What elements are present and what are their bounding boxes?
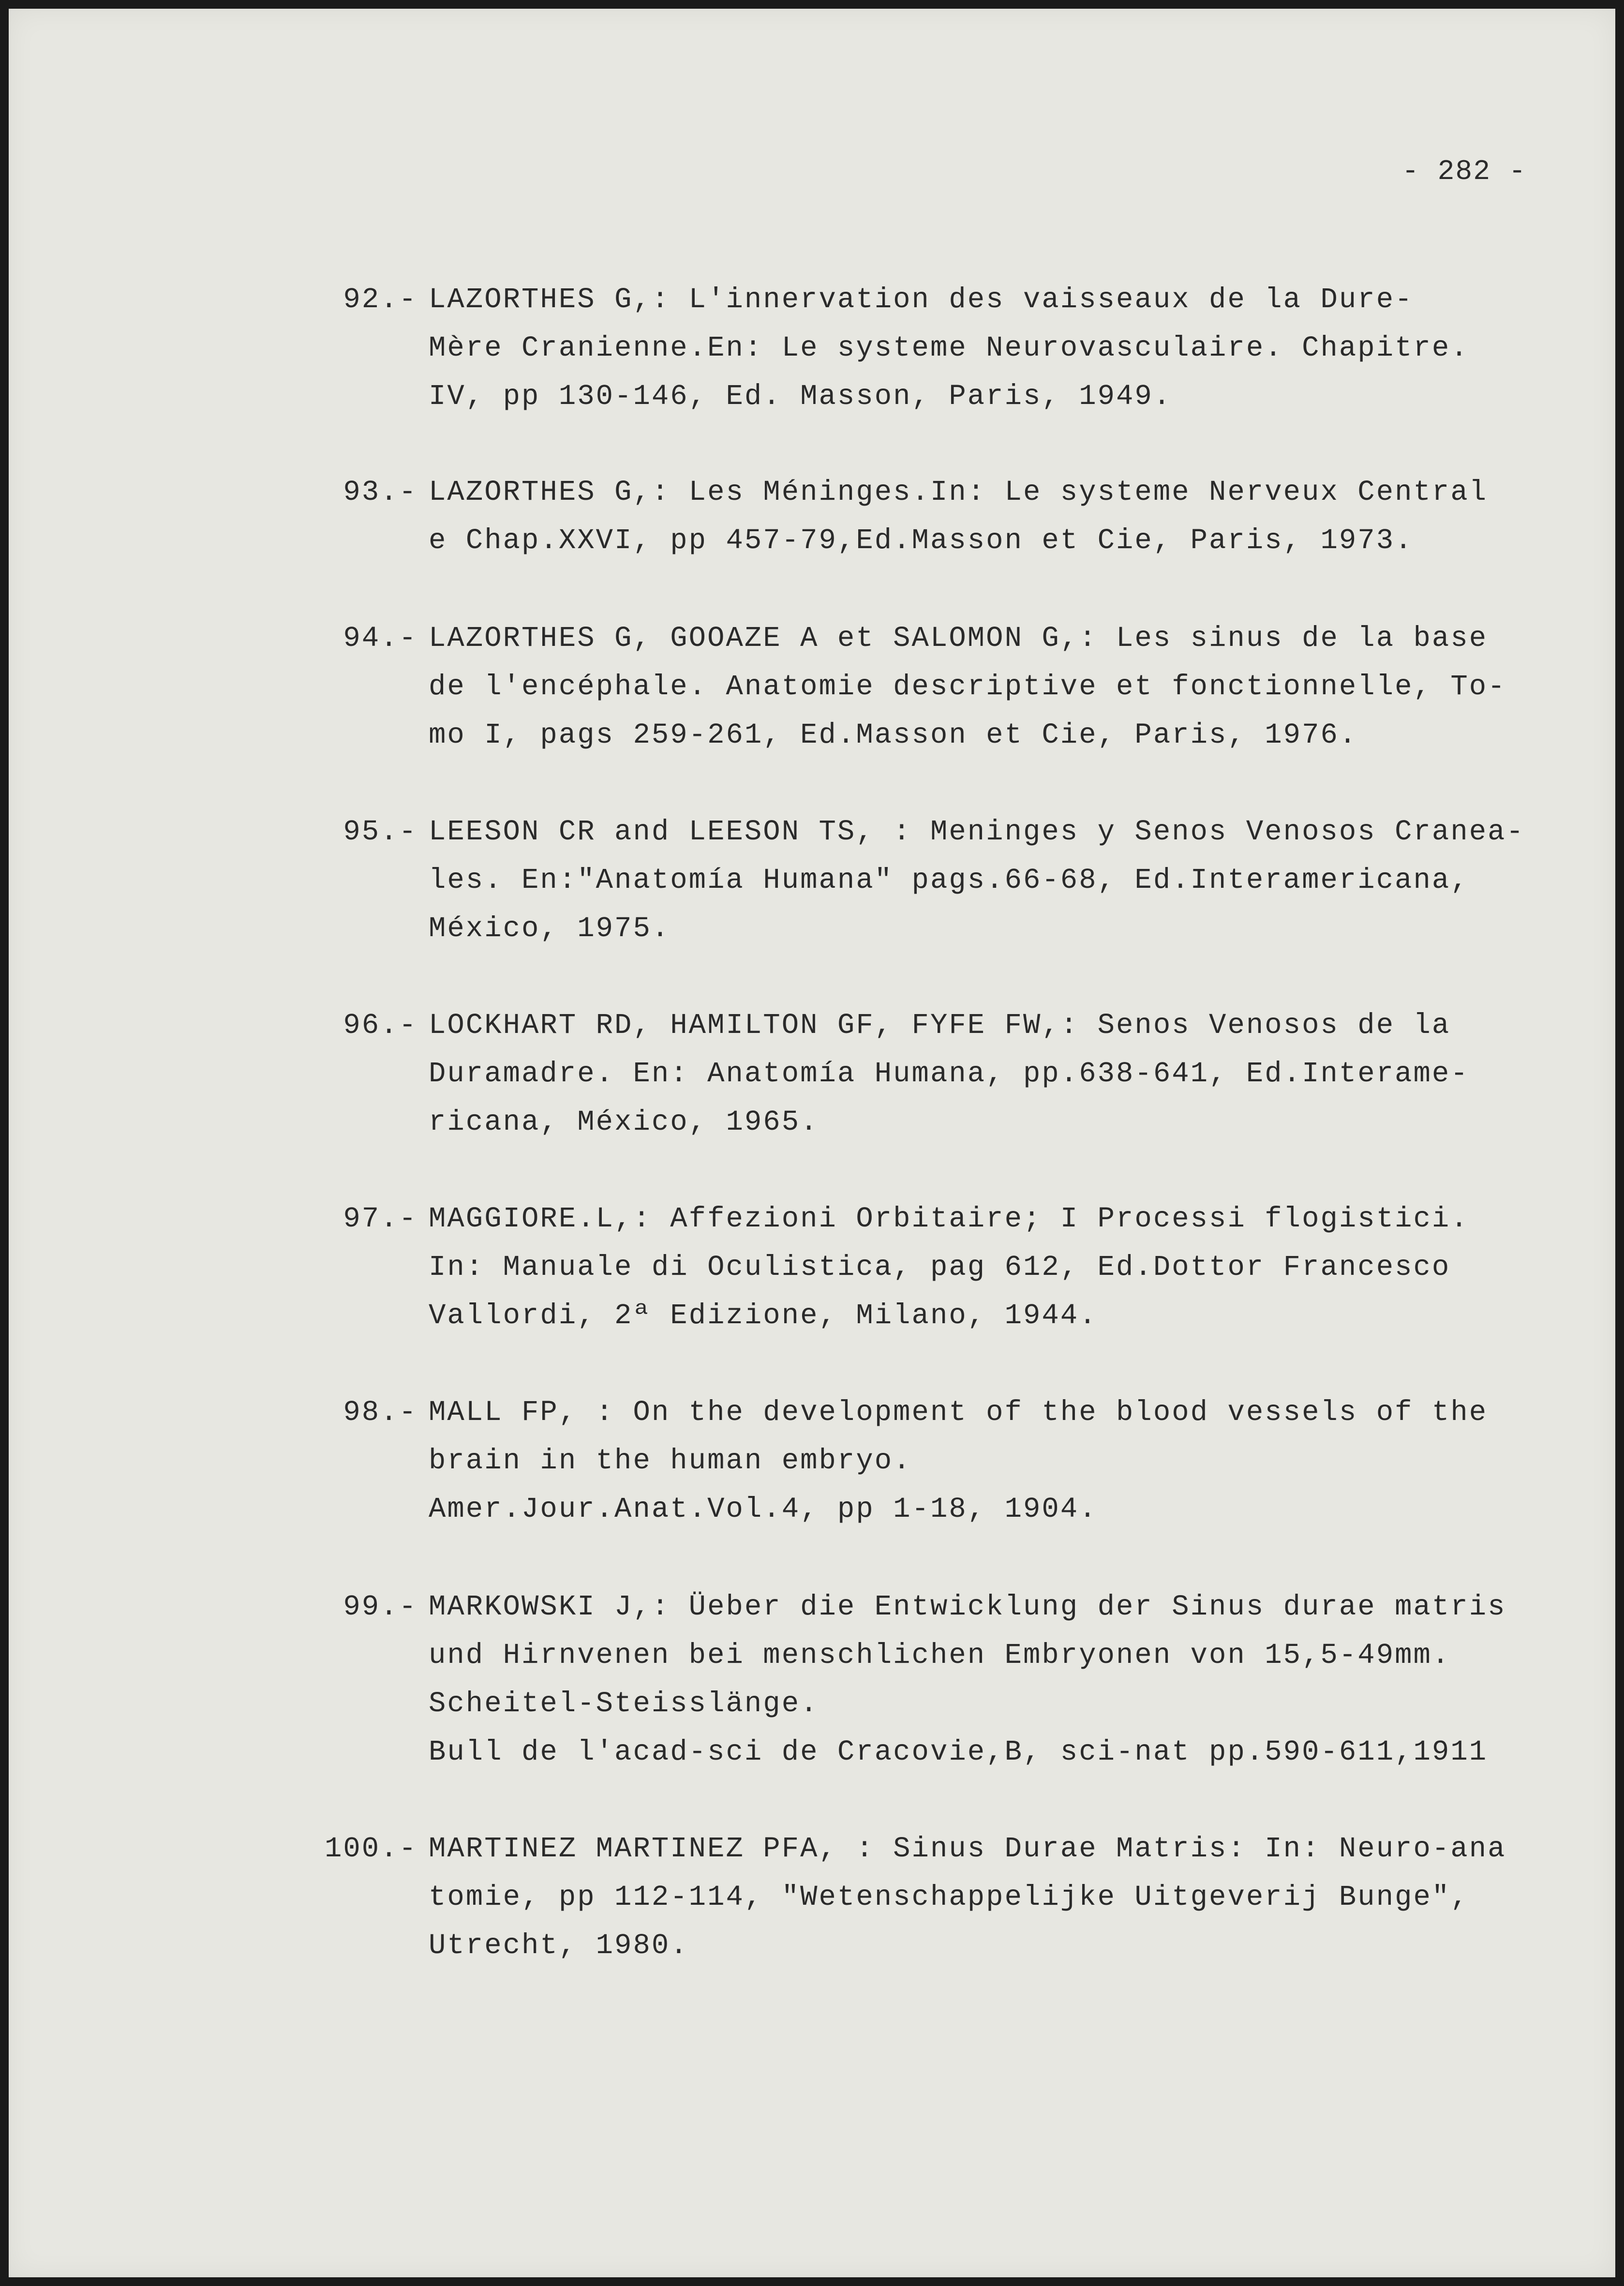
reference-line: LAZORTHES G,: L'innervation des vaisseaux de la Dure- [429, 284, 1414, 316]
document-page [9, 9, 1615, 2277]
reference-line: ricana, México, 1965. [429, 1106, 819, 1138]
reference-line: MAGGIORE.L,: Affezioni Orbitaire; I Processi flogistici. [429, 1203, 1469, 1235]
reference-line: Amer.Jour.Anat.Vol.4, pp 1-18, 1904. [429, 1493, 1098, 1525]
reference-line: Bull de l'acad-sci de Cracovie,B, sci-nat pp.590-611,1911 [429, 1736, 1488, 1768]
reference-line: brain in the human embryo. [429, 1445, 912, 1477]
reference-line: LAZORTHES G, GOOAZE A et SALOMON G,: Les sinus de la base [429, 622, 1488, 655]
reference-line: LOCKHART RD, HAMILTON GF, FYFE FW,: Senos Venosos de la [429, 1009, 1451, 1042]
reference-number: 98.- [343, 1396, 417, 1429]
reference-entry-100 [9, 1825, 1615, 1970]
reference-number: 100.- [324, 1833, 417, 1865]
reference-entry-99 [9, 1583, 1615, 1777]
reference-line: de l'encéphale. Anatomie descriptive et fonctionnelle, To- [429, 671, 1506, 703]
reference-number: 96.- [343, 1009, 417, 1042]
reference-entry-97 [9, 1195, 1615, 1340]
reference-entry-93 [9, 468, 1615, 565]
reference-line: MARKOWSKI J,: Üeber die Entwicklung der Sinus durae matris [429, 1591, 1506, 1623]
reference-line: IV, pp 130-146, Ed. Masson, Paris, 1949. [429, 380, 1172, 413]
reference-line: tomie, pp 112-114, "Wetenschappelijke Uitgeverij Bunge", [429, 1881, 1469, 1913]
reference-entry-96 [9, 1001, 1615, 1147]
reference-number: 99.- [343, 1591, 417, 1623]
reference-line: les. En:"Anatomía Humana" pags.66-68, Ed.Interamericana, [429, 864, 1469, 896]
reference-line: Scheitel-Steisslänge. [429, 1688, 819, 1720]
reference-line: LEESON CR and LEESON TS, : Meninges y Senos Venosos Cranea- [429, 816, 1525, 848]
reference-number: 97.- [343, 1203, 417, 1235]
reference-number: 95.- [343, 816, 417, 848]
reference-line: MALL FP, : On the development of the blood vessels of the [429, 1396, 1488, 1429]
reference-line: und Hirnvenen bei menschlichen Embryonen von 15,5-49mm. [429, 1639, 1451, 1672]
reference-line: Duramadre. En: Anatomía Humana, pp.638-641, Ed.Interame- [429, 1058, 1469, 1090]
reference-line: In: Manuale di Oculistica, pag 612, Ed.Dottor Francesco [429, 1251, 1451, 1284]
page-number: - 282 - [1402, 156, 1527, 188]
reference-number: 92.- [343, 284, 417, 316]
reference-number: 93.- [343, 476, 417, 508]
reference-entry-92 [9, 276, 1615, 421]
reference-line: LAZORTHES G,: Les Méninges.In: Le systeme Nerveux Central [429, 476, 1488, 508]
reference-entry-95 [9, 808, 1615, 953]
reference-number: 94.- [343, 622, 417, 655]
reference-line: Mère Cranienne.En: Le systeme Neurovasculaire. Chapitre. [429, 332, 1469, 364]
reference-entry-94 [9, 614, 1615, 760]
reference-line: mo I, pags 259-261, Ed.Masson et Cie, Paris, 1976. [429, 719, 1358, 751]
reference-line: e Chap.XXVI, pp 457-79,Ed.Masson et Cie, Paris, 1973. [429, 524, 1414, 557]
reference-entry-98 [9, 1389, 1615, 1534]
reference-line: MARTINEZ MARTINEZ PFA, : Sinus Durae Matris: In: Neuro-ana [429, 1833, 1506, 1865]
reference-line: México, 1975. [429, 912, 670, 945]
reference-line: Utrecht, 1980. [429, 1929, 689, 1962]
reference-line: Vallordi, 2ª Edizione, Milano, 1944. [429, 1300, 1098, 1332]
